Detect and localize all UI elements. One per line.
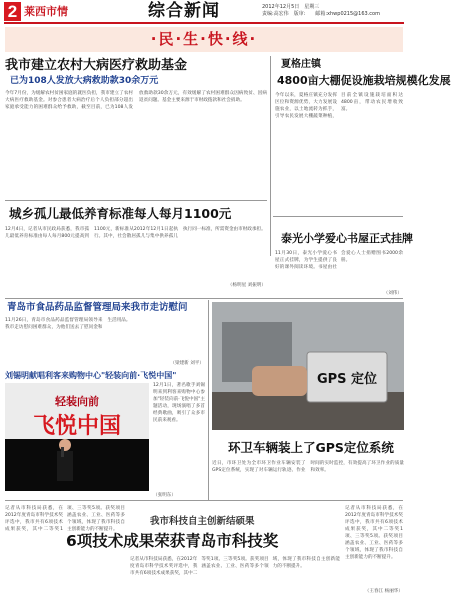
date-line: 2012年12月5日 星期三: [262, 4, 320, 10]
article-2-title: 城乡孤儿最低养育标准每人每月1100元: [9, 206, 232, 221]
editor-line: 责编:高宏伟 版审: 邮箱:xhwp0215@163.com: [262, 11, 380, 17]
article-8-kicker: 我市科技自主创新结硕果: [150, 516, 255, 527]
banner-title: ·民·生·快·线·: [150, 30, 258, 48]
column-divider: [208, 300, 209, 500]
article-7-title: 环卫车辆装上了GPS定位系统: [228, 440, 394, 455]
section-name: 莱西市情: [24, 5, 68, 18]
article-4-body: 11月30日，泰光小学爱心书屋正式挂牌，为学生提供了良好的课外阅读环境。书屋由社会爱心人士捐赠图书2000余册。: [275, 251, 403, 270]
article-1-subtitle: 已为108人发放大病救助款30余万元: [10, 76, 159, 86]
article-8-credit: （王春江 杨丽华）: [364, 589, 403, 594]
gps-label: GPS 定位: [316, 372, 378, 387]
svg-text:轻装向前: 轻装向前: [55, 395, 99, 408]
article-5-credit: （梁建新 刘平）: [170, 361, 204, 366]
article-6-body: 12月1日，著名歌手刘锡明来到利客来购物中心参加"轻装向前·飞悦中国"主题活动，现场演唱了多首经典歌曲，吸引了众多市民前来观看。: [153, 383, 205, 423]
article-6-title: 刘锡明献唱利客来购物中心"轻装向前·飞悦中国": [5, 371, 177, 380]
concert-photo-graphic: [5, 383, 149, 491]
article-7-body: 近日，市环卫处为全市环卫作业车辆安装了GPS定位系统，实现了对车辆运行轨迹、作业时间的实时监控，有效提高了环卫作业的质量和效率。: [212, 461, 404, 473]
article-1-title: 我市建立农村大病医疗救助基金: [5, 58, 188, 73]
header-meta: [262, 4, 402, 18]
gps-photo-graphic: [212, 302, 404, 430]
article-4-credit: （刘伟）: [383, 291, 402, 296]
gps-photo: [212, 302, 404, 430]
article-2-body: 12月4日，记者从市民政局获悉，我市孤儿最低养育标准由每人每月800元提高到1100元，新标准从2012年12月1日起执行。其中，社会散居孤儿与集中供养孤儿执行同一标准，所需资金由市财政承担。: [5, 227, 266, 239]
article-8-body-right: 记者从市科技局获悉，在2012年度青岛市科学技术奖评选中，我市共有6项技术成果获奖，其中二等奖1项、三等奖5项。获奖项目涵盖农业、工业、医药等多个领域，体现了我市科技自主创新能力的不断提升。: [345, 506, 403, 560]
article-1-body: 今年7月份，为缓解农村贫困家庭的就医负担，我市建立了农村大病医疗救助基金。对参合患者大病治疗后个人负担部分超出家庭承受能力的困难群众给予救助，截至目前，已为108人发放救助款30余万元，有效缓解了农村困难群众因病致贫、因病返贫问题。基金主要来源于市财政拨款和社会捐助。: [5, 91, 267, 110]
section-rule: [5, 200, 267, 201]
section-rule: [273, 216, 403, 217]
article-4-title: 泰光小学爱心书屋正式挂牌: [281, 232, 413, 245]
article-8-body-mid: 记者从市科技局获悉，在2012年度青岛市科学技术奖评选中，我市共有6项技术成果获奖，其中二等奖1项、三等奖5项。获奖项目涵盖农业、工业、医药等多个领域，体现了我市科技自主创新能力的不断提升。: [130, 557, 340, 576]
article-2-credit: （杨明星 刘振明）: [227, 283, 266, 288]
article-6-credit: （张明东）: [153, 493, 176, 498]
article-5-body: 11月26日，青岛市食品药品监督管理局领导来我市走访慰问困难群众，为他们送去了慰问金和生活用品。: [5, 318, 131, 330]
column-divider: [270, 56, 271, 256]
page-number: 2: [4, 2, 21, 21]
section-rule: [5, 298, 403, 299]
article-3-kicker: 夏格庄镇: [281, 59, 321, 70]
article-8-body-left: 记者从市科技局获悉，在2012年度青岛市科学技术奖评选中，我市共有6项技术成果获奖，其中二等奖1项、三等奖5项。获奖项目涵盖农业、工业、医药等多个领域，体现了我市科技自主创新能力的不断提升。: [5, 506, 125, 532]
article-3-title: 4800亩大棚促设施栽培规模化发展: [277, 74, 451, 87]
article-3-body: 今年以来，夏格庄镇充分发挥区位和资源优势，大力发展设施农业，以土地流转为抓手，引导农民发展大棚蔬菜种植，目前全镇设施栽培面积达4800亩，带动农民增收致富。: [275, 93, 403, 119]
concert-photo: [5, 383, 149, 491]
header-rule: [4, 22, 404, 24]
svg-text:飞悦中国: 飞悦中国: [32, 414, 122, 439]
section-rule: [5, 500, 403, 501]
page-title: 综合新闻: [148, 1, 220, 21]
article-5-title: 青岛市食品药品监督管理局来我市走访慰问: [7, 302, 188, 313]
article-8-title: 6项技术成果荣获青岛市科技奖: [66, 532, 279, 550]
